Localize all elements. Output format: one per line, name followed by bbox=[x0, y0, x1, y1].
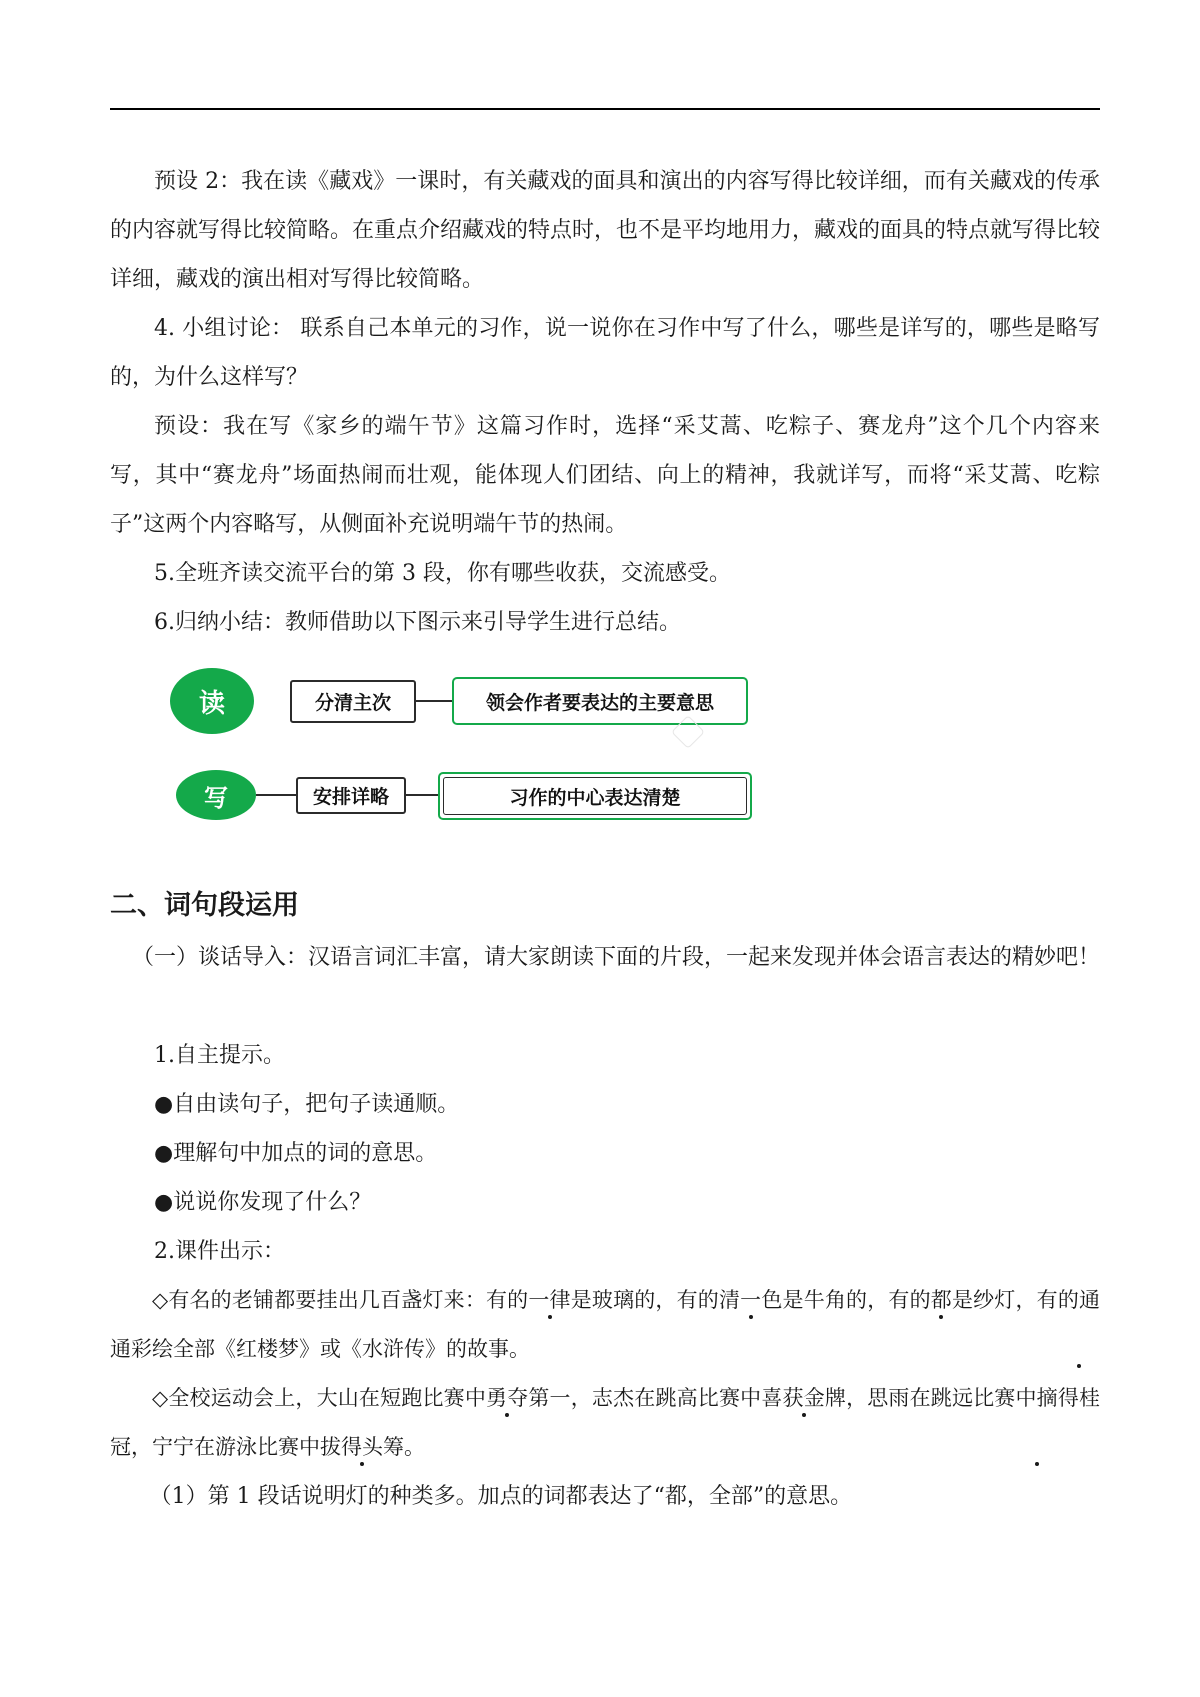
write-connector-left bbox=[256, 794, 296, 796]
paragraph-group-discussion: 4. 小组讨论： 联系自己本单元的习作，说一说你在习作中写了什么，哪些是详写的，哪些是略写的，为什么这样写？ bbox=[110, 316, 1100, 390]
write-box-primary: 安排详略 bbox=[296, 777, 406, 814]
write-box-center: 习作的中心表达清楚 bbox=[443, 777, 747, 815]
paragraph-explanation: （1）第 1 段话说明灯的种类多。加点的词都表达了“都，全部”的意思。 bbox=[149, 1484, 853, 1509]
bullet-read: ●自由读句子，把句子读通顺。 bbox=[154, 1092, 460, 1117]
dotted-word: 清一色 bbox=[718, 1288, 783, 1312]
example-sports: ◇全校运动会上，大山在短跑比赛中勇夺第一，志杰在跳高比赛中喜获金牌，思雨在跳远比赛中摘得桂冠，宁宁在游泳比赛中拔得头筹。 bbox=[110, 1386, 1101, 1459]
paragraph-preset: 预设：我在写《家乡的端午节》这篇习作时，选择“采艾蒿、吃粽子、赛龙舟”这个几个内容来写，其中“赛龙舟”场面热闹而壮观，能体现人们团结、向上的精神，我就详写，而将“采艾蒿、吃粽子”这两个内容略写，从侧面补充说明端午节的热闹。 bbox=[110, 414, 1100, 537]
paragraph-step-6: 6.归纳小结：教师借助以下图示来引导学生进行总结。 bbox=[154, 610, 681, 635]
paragraph-preset-2: 预设 2：我在读《藏戏》一课时，有关藏戏的面具和演出的内容写得比较详细，而有关藏戏的传承的内容就写得比较简略。在重点介绍藏戏的特点时，也不是平均地用力，藏戏的面具的特点就写得比较详细，藏戏的演出相对写得比较简略。 bbox=[110, 169, 1101, 292]
read-circle: 读 bbox=[170, 668, 254, 734]
write-circle: 写 bbox=[176, 770, 256, 820]
dotted-word: 一律 bbox=[528, 1288, 571, 1312]
read-box-primary: 分清主次 bbox=[290, 680, 416, 723]
read-connector bbox=[416, 700, 452, 702]
write-connector-right bbox=[406, 794, 438, 796]
read-box-meaning: 领会作者要表达的主要意思 bbox=[452, 677, 748, 725]
paragraph-step-5: 5.全班齐读交流平台的第 3 段，你有哪些收获，交流感受。 bbox=[154, 561, 731, 586]
dotted-word: 喜获金牌 bbox=[761, 1386, 847, 1410]
bullet-understand: ●理解句中加点的词的意思。 bbox=[154, 1141, 438, 1166]
dotted-word: 都 bbox=[930, 1288, 952, 1312]
dotted-word: 拔得头筹 bbox=[320, 1435, 404, 1459]
section-heading: 二、词句段运用 bbox=[110, 890, 299, 921]
dotted-word: 通通 bbox=[110, 1288, 1101, 1361]
step-2: 2.课件出示： bbox=[154, 1239, 285, 1264]
write-box-outer bbox=[438, 772, 752, 820]
bullet-discover: ●说说你发现了什么？ bbox=[154, 1190, 372, 1215]
example-lanterns: ◇有名的老铺都要挂出几百盏灯来：有的一律是玻璃的，有的清一色是牛角的，有的都是纱灯，有的通通彩绘全部《红楼梦》或《水浒传》的故事。 bbox=[110, 1288, 1101, 1361]
paragraph-intro: （一）谈话导入：汉语言词汇丰富，请大家朗读下面的片段，一起来发现并体会语言表达的精妙吧！ bbox=[132, 945, 1101, 970]
dotted-word: 勇夺 bbox=[486, 1386, 529, 1410]
header-rule bbox=[110, 108, 1100, 110]
step-1: 1.自主提示。 bbox=[154, 1043, 285, 1068]
dotted-word: 摘得桂冠 bbox=[110, 1386, 1101, 1459]
